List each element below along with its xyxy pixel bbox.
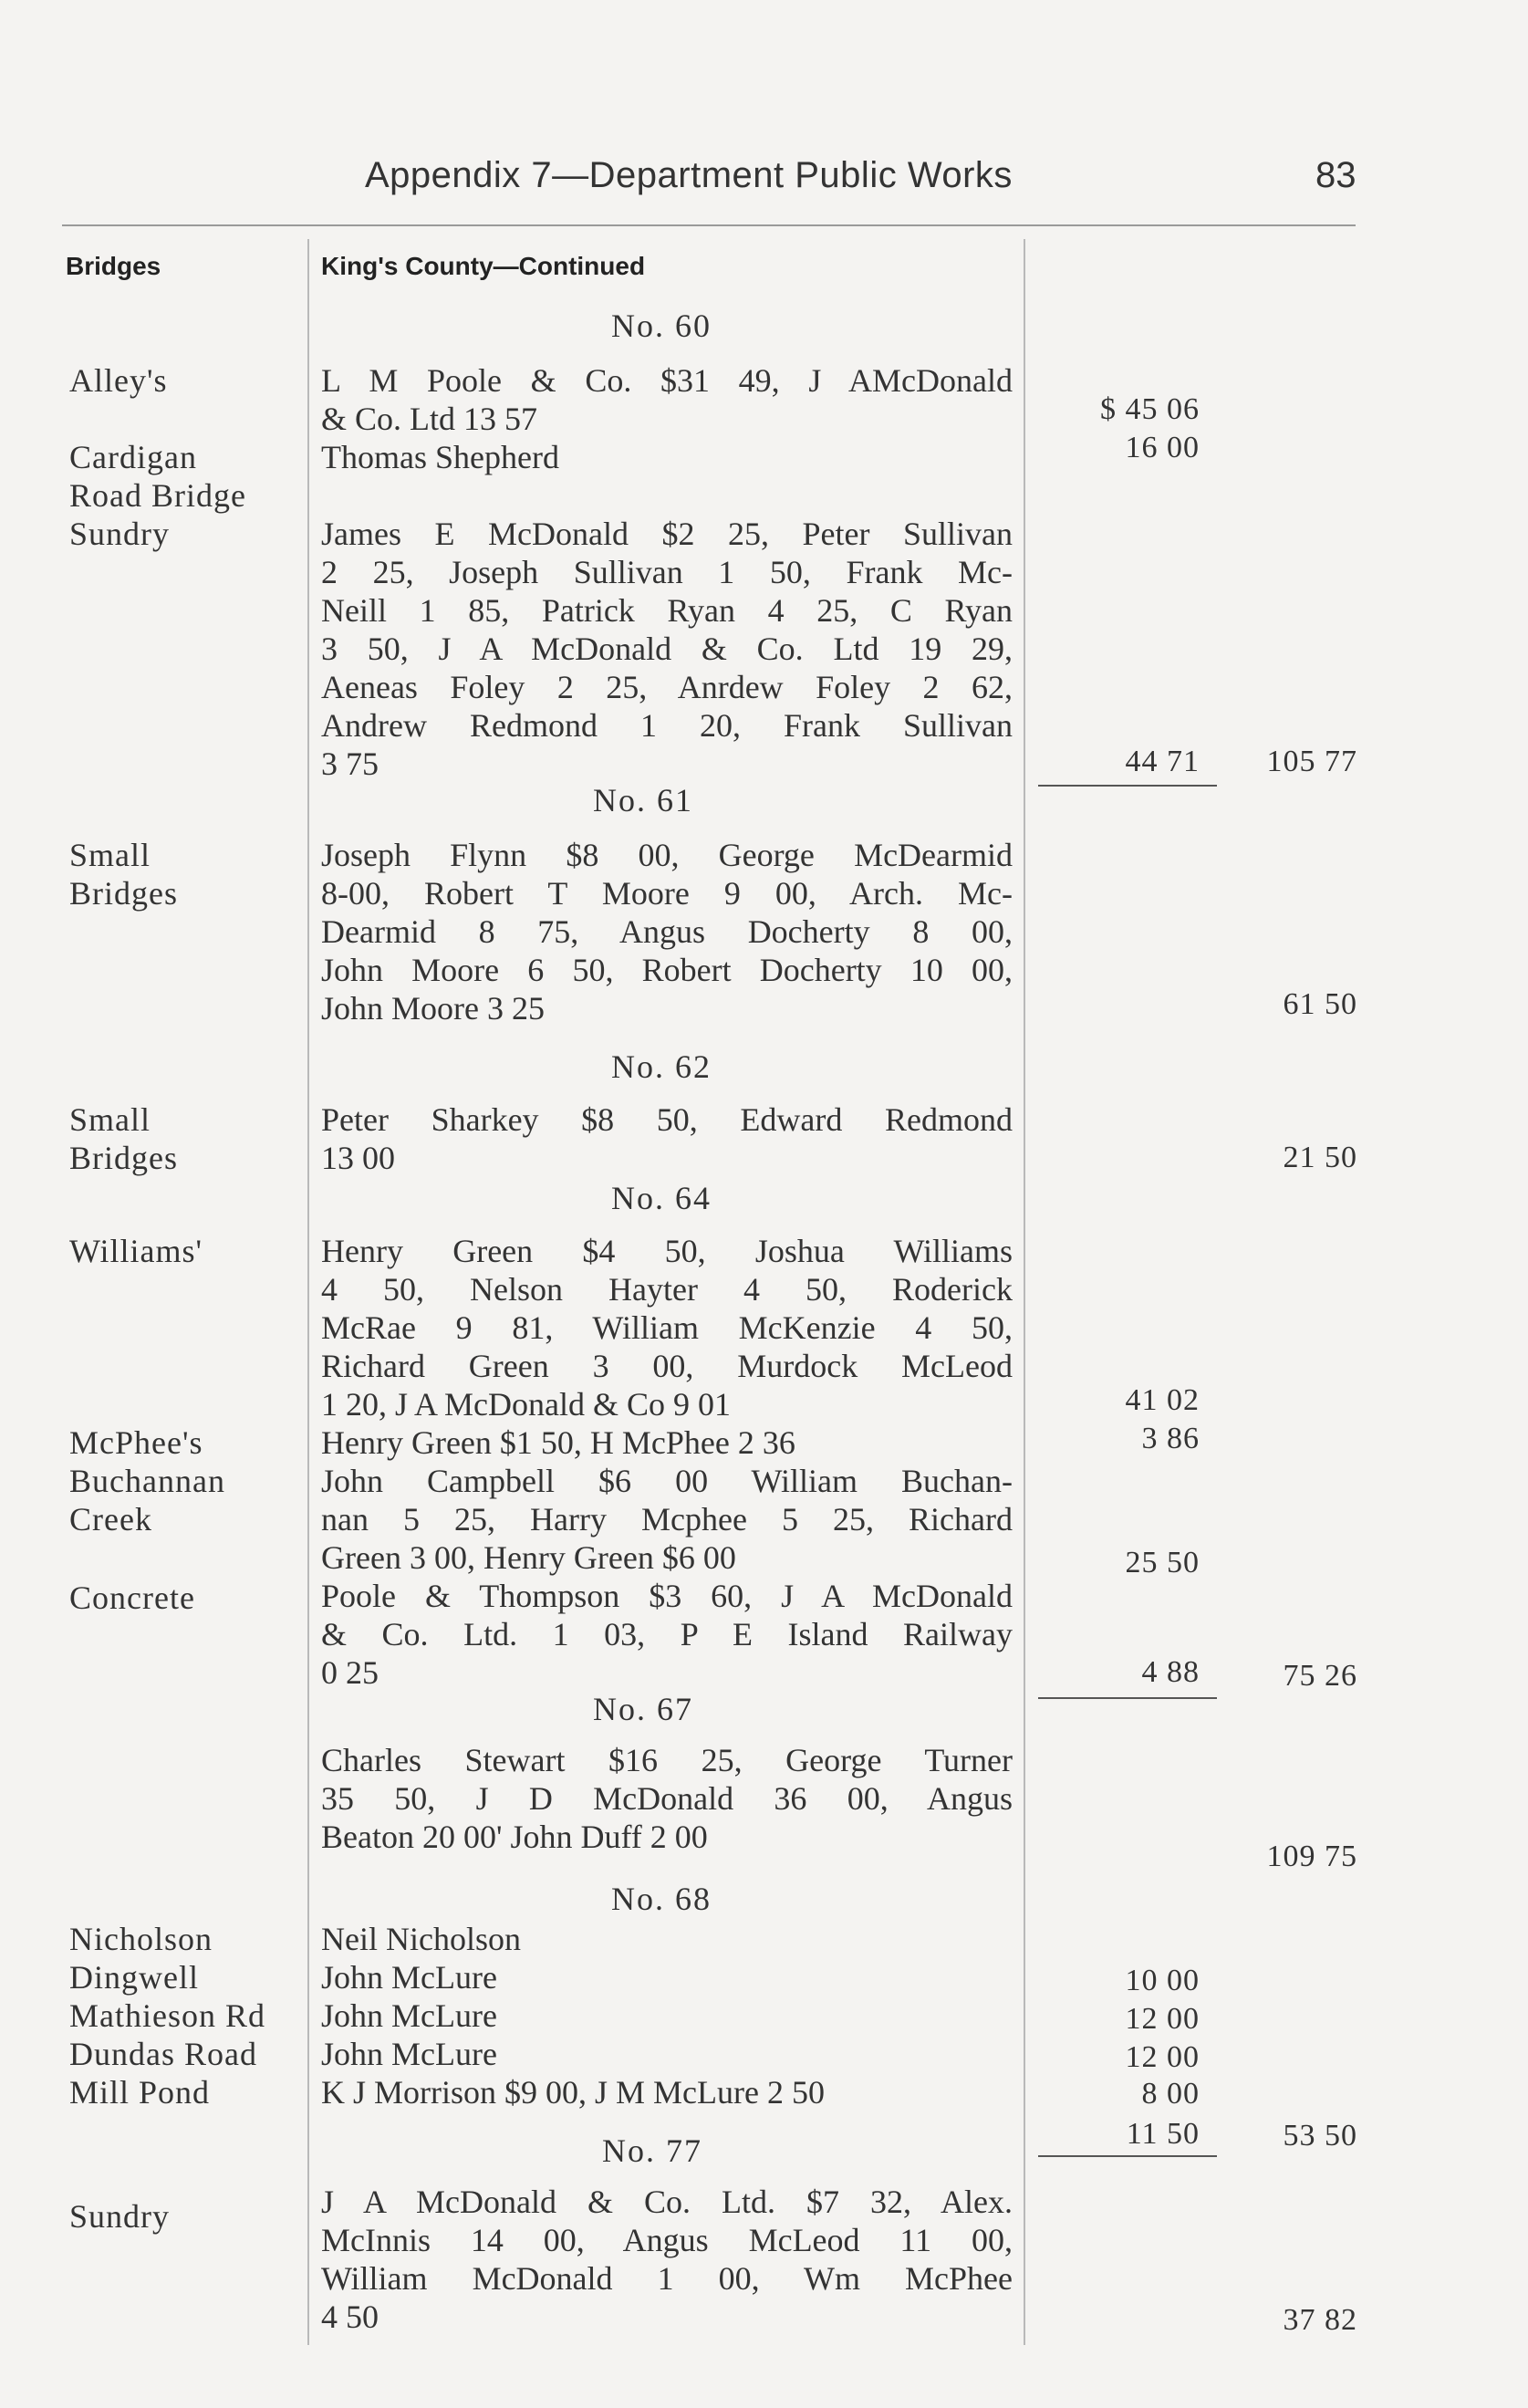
entry-amount: 16 00 bbox=[1125, 431, 1200, 464]
column-heading-county: King's County—Continued bbox=[321, 252, 646, 280]
subtotal-rule bbox=[1038, 785, 1217, 787]
entry-label: Alley's bbox=[69, 362, 168, 399]
entry-description: Henry Green $4 50, Joshua Williams 4 50, Nelson Hayter 4 50, Roderick McRae 9 81, William McKenzie 4 50, Richard Green 3 00, Murdock McLeod 1 20, J A McDonald & Co 9 01 bbox=[321, 1233, 1013, 1423]
entry-label: Dingwell bbox=[69, 1959, 199, 1996]
section-title: No. 68 bbox=[611, 1881, 712, 1917]
entry-label: Williams' bbox=[69, 1233, 203, 1269]
section-total: 75 26 bbox=[1283, 1659, 1357, 1693]
column-divider-right bbox=[1024, 239, 1025, 2345]
entry-description: Poole & Thompson $3 60, J A McDonald & Co. Ltd. 1 03, P E Island Railway 0 25 bbox=[321, 1578, 1013, 1691]
entry-label: McPhee's bbox=[69, 1424, 203, 1461]
entry-amount: 10 00 bbox=[1125, 1964, 1200, 1997]
entry-label: Mill Pond bbox=[69, 2074, 211, 2111]
subtotal-rule bbox=[1038, 2155, 1217, 2157]
entry-label: Sundry bbox=[69, 2198, 171, 2235]
entry-description: John McLure bbox=[321, 2036, 497, 2072]
entry-amount: 44 71 bbox=[1125, 745, 1200, 778]
entry-description: Charles Stewart $16 25, George Turner 35 50, J D McDonald 36 00, Angus Beaton 20 00' John Duff 2 00 bbox=[321, 1742, 1013, 1855]
section-total: 53 50 bbox=[1283, 2119, 1357, 2153]
entry-label: Concrete bbox=[69, 1579, 195, 1616]
entry-description: K J Morrison $9 00, J M McLure 2 50 bbox=[321, 2074, 825, 2111]
entry-label: Small Bridges bbox=[69, 837, 178, 912]
entry-description: Peter Sharkey $8 50, Edward Redmond 13 00 bbox=[321, 1101, 1013, 1176]
column-heading-bridges: Bridges bbox=[66, 252, 161, 280]
entry-label: Sundry bbox=[69, 516, 171, 552]
section-title: No. 77 bbox=[602, 2132, 702, 2169]
entry-label: Cardigan Road Bridge bbox=[69, 439, 246, 514]
entry-label: Mathieson Rd bbox=[69, 1997, 265, 2034]
section-title: No. 67 bbox=[593, 1691, 693, 1727]
section-total: 61 50 bbox=[1283, 987, 1357, 1021]
section-title: No. 64 bbox=[611, 1180, 712, 1216]
entry-amount: 3 86 bbox=[1141, 1422, 1200, 1455]
entry-description: John McLure bbox=[321, 1959, 497, 1996]
entry-description: James E McDonald $2 25, Peter Sullivan 2 25, Joseph Sullivan 1 50, Frank Mc- Neill 1 85, Patrick Ryan 4 25, C Ryan 3 50, J A McDonald & Co. Ltd 19 29, Aeneas Foley 2 25, Anrdew Foley 2 62, Andrew Redmond 1 20, Frank Sullivan 3 75 bbox=[321, 516, 1013, 782]
entry-amount: 12 00 bbox=[1125, 2002, 1200, 2036]
entry-description: Joseph Flynn $8 00, George McDearmid 8-00, Robert T Moore 9 00, Arch. Mc- Dearmid 8 75, Angus Docherty 8 00, John Moore 6 50, Robert Docherty 10 00, John Moore 3 25 bbox=[321, 837, 1013, 1027]
entry-label: Dundas Road bbox=[69, 2036, 257, 2072]
header-rule bbox=[62, 224, 1356, 226]
section-title: No. 60 bbox=[611, 308, 712, 344]
entry-amount: 8 00 bbox=[1141, 2077, 1200, 2111]
section-total: 109 75 bbox=[1266, 1840, 1357, 1873]
section-title: No. 62 bbox=[611, 1048, 712, 1085]
running-head: Appendix 7—Department Public Works bbox=[365, 155, 1013, 195]
subtotal-rule bbox=[1038, 1697, 1217, 1699]
column-divider-left bbox=[307, 239, 309, 2345]
section-total: 21 50 bbox=[1283, 1141, 1357, 1174]
entry-description: John Campbell $6 00 William Buchan- nan 5 25, Harry Mcphee 5 25, Richard Green 3 00, Henry Green $6 00 bbox=[321, 1463, 1013, 1576]
section-total: 37 82 bbox=[1283, 2303, 1357, 2337]
entry-amount: 12 00 bbox=[1125, 2040, 1200, 2074]
entry-label: Nicholson bbox=[69, 1921, 213, 1957]
entry-description: L M Poole & Co. $31 49, J AMcDonald & Co. Ltd 13 57 bbox=[321, 362, 1013, 437]
entry-description: Neil Nicholson bbox=[321, 1921, 521, 1957]
entry-description: J A McDonald & Co. Ltd. $7 32, Alex. McInnis 14 00, Angus McLeod 11 00, William McDonald 1 00, Wm McPhee 4 50 bbox=[321, 2184, 1013, 2335]
entry-amount: 11 50 bbox=[1126, 2117, 1200, 2151]
entry-amount: 25 50 bbox=[1125, 1546, 1200, 1579]
entry-description: John McLure bbox=[321, 1997, 497, 2034]
page-number: 83 bbox=[1315, 155, 1356, 195]
entry-description: Henry Green $1 50, H McPhee 2 36 bbox=[321, 1424, 795, 1461]
entry-label: Small Bridges bbox=[69, 1101, 178, 1176]
entry-amount: 4 88 bbox=[1141, 1655, 1200, 1689]
section-total: 105 77 bbox=[1266, 745, 1357, 778]
entry-label: Buchannan Creek bbox=[69, 1463, 225, 1538]
entry-description: Thomas Shepherd bbox=[321, 439, 559, 475]
entry-amount: $ 45 06 bbox=[1100, 392, 1200, 426]
entry-amount: 41 02 bbox=[1125, 1383, 1200, 1417]
section-title: No. 61 bbox=[593, 782, 693, 818]
